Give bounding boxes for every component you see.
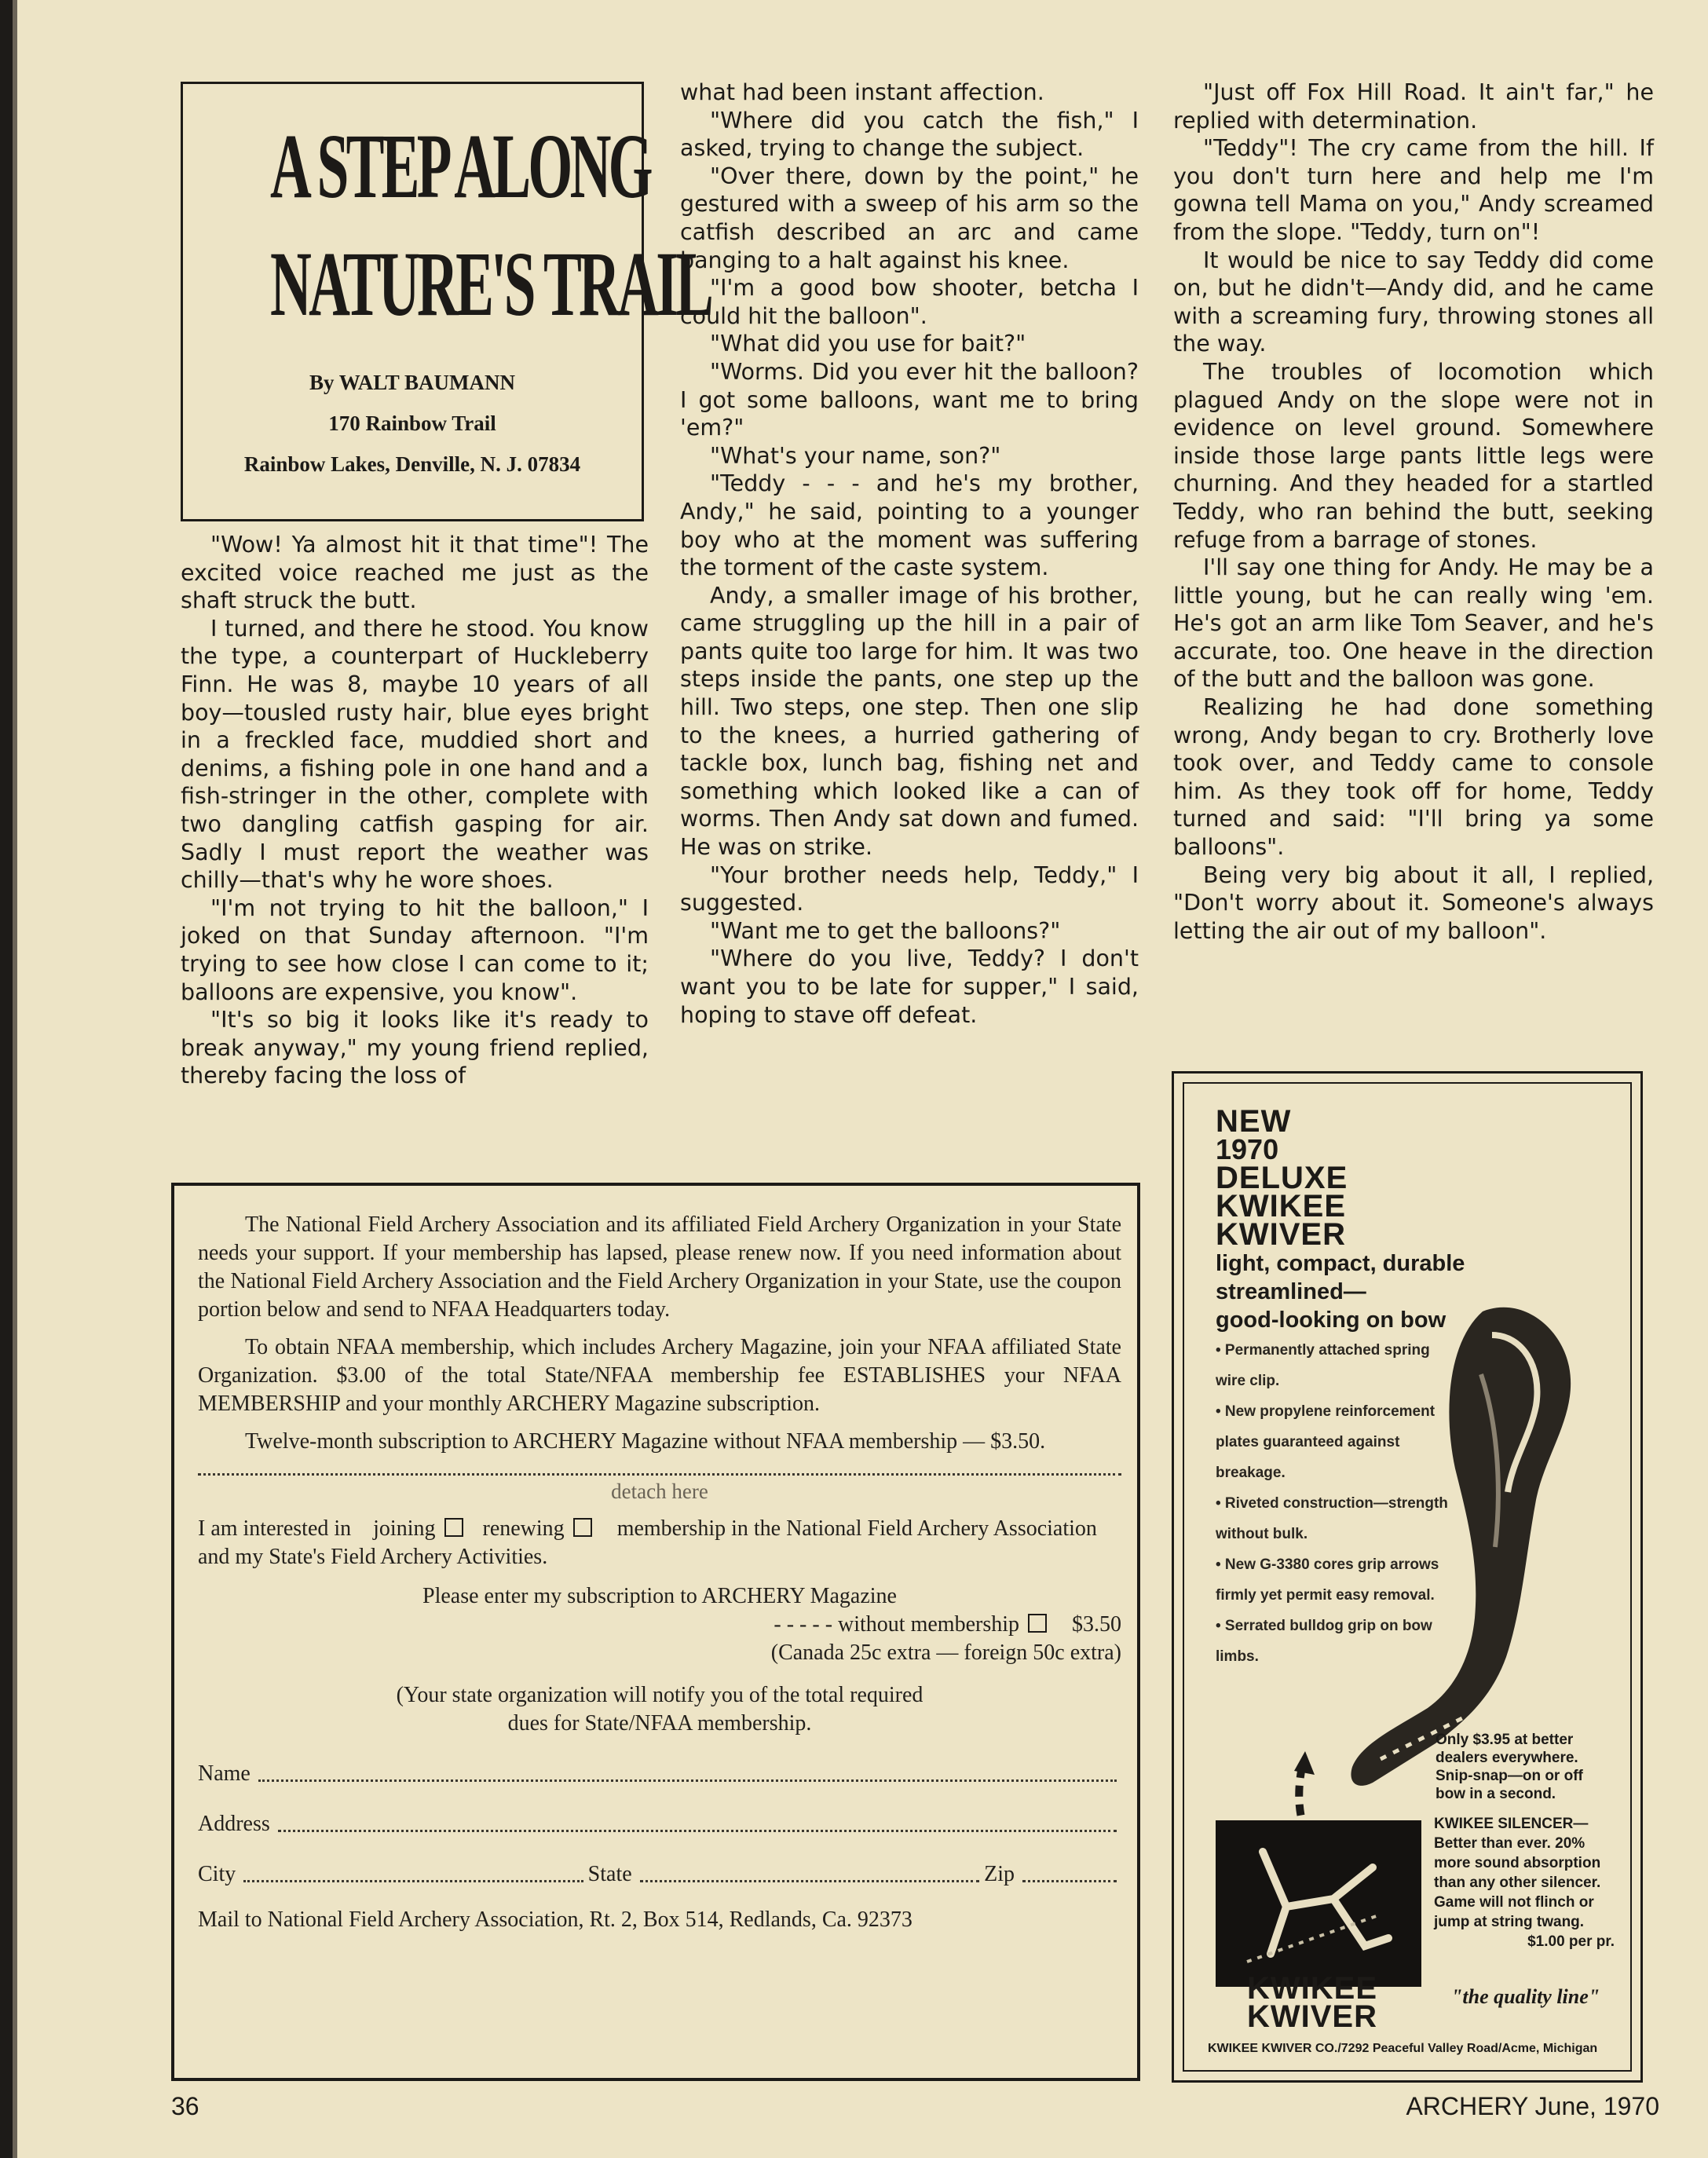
mail-to-address: Mail to National Field Archery Association, Rt. 2, Box 514, Redlands, Ca. 92373 <box>198 1907 913 1932</box>
author-address-street: 170 Rainbow Trail <box>328 411 496 435</box>
coupon-membership-paragraph: To obtain NFAA membership, which includes Archery Magazine, join your NFAA affiliated State Organization. $3.00 of the total State/NFAA membership fee ESTABLISHES your NFAA MEMBERSHIP and your monthly ARCHERY Magazine subscription. <box>198 1335 1121 1416</box>
article-paragraph: I'll say one thing for Andy. He may be a little young, but he can really wing 'em. He's got an arm like Tom Seaver, and he's accurate, too. One heave in the direction of the butt and the balloon was gone. <box>1173 554 1654 693</box>
city-state-zip-row <box>198 1860 1121 1889</box>
article-paragraph: "Just off Fox Hill Road. It ain't far," he replied with determination. <box>1173 79 1654 134</box>
name-field[interactable] <box>258 1779 1117 1782</box>
article-paragraph: "What did you use for bait?" <box>710 331 1026 357</box>
silencer-photo <box>1216 1820 1421 1987</box>
coupon-subscription-paragraph: Twelve-month subscription to ARCHERY Magazine without NFAA membership — $3.50. <box>245 1429 1046 1454</box>
article-paragraph: "Your brother needs help, Teddy," I suggested. <box>680 861 1139 916</box>
article-paragraph: "I'm not trying to hit the balloon," I joked on that Sunday afternoon. "I'm trying to see how close I can come to it; balloons are expensive, you know". <box>181 894 649 1005</box>
zip-field[interactable] <box>1022 1880 1117 1882</box>
article-paragraph: "Want me to get the balloons?" <box>710 917 1061 944</box>
author-byline: By WALT BAUMANN <box>309 371 516 394</box>
article-paragraph: I turned, and there he stood. You know the type, a counterpart of Huckleberry Finn. He was 8, maybe 10 years of all boy—tousled rusty hair, blue eyes bright in a freckled face, muddied short and denims, a fishing pole in one hand and a fish-stringer in the other, complete with two dangling catfish gasping for air. Sadly I must report the weather was chilly—that's why he wore shoes. <box>181 615 649 894</box>
ad-feature-item: • New G-3380 cores grip arrows firmly yet permit easy removal. <box>1216 1556 1439 1604</box>
silencer-description <box>1434 1814 1615 1951</box>
without-membership-line <box>198 1611 1121 1639</box>
joining-checkbox[interactable] <box>444 1518 463 1537</box>
magazine-issue: ARCHERY June, 1970 <box>1406 2092 1659 2120</box>
article-title-box <box>181 82 711 521</box>
silencer-body: Better than ever. 20% more sound absorption than any other silencer. Game will not flinch or jump at string twang. <box>1434 1835 1601 1930</box>
article-paragraph: "I'm a good bow shooter, betcha I could hit the balloon". <box>680 275 1139 329</box>
ad-year: 1970 <box>1216 1133 1279 1165</box>
ad-product-line-1: DELUXE <box>1216 1161 1348 1195</box>
ad-feature-item: • Permanently attached spring wire clip. <box>1216 1342 1430 1389</box>
page-edge-shadow-inner <box>13 0 17 2158</box>
nfaa-membership-coupon <box>171 1183 1140 2081</box>
ad-feature-item: • Serrated bulldog grip on bow limbs. <box>1216 1618 1432 1665</box>
ad-feature-item: • New propylene reinforcement plates guaranteed against breakage. <box>1216 1403 1436 1481</box>
zip-label: Zip <box>984 1862 1015 1886</box>
interest-line <box>198 1515 1121 1571</box>
renewing-checkbox[interactable] <box>573 1518 592 1537</box>
article-paragraph: "Teddy - - - and he's my brother, Andy," he said, pointing to a younger boy who at the moment was suffering the torment of the caste system. <box>680 470 1139 581</box>
article-paragraph: "Teddy"! The cry came from the hill. If you don't turn here and help me I'm gowna tell Mama on you," Andy screamed from the slope. "Teddy, turn on"! <box>1173 135 1654 245</box>
article-paragraph: "Where do you live, Teddy? I don't want you to be late for supper," I said, hoping to stave off defeat. <box>680 945 1139 1028</box>
ad-new-label: NEW <box>1216 1104 1292 1139</box>
subscription-price: $3.50 <box>1072 1612 1121 1637</box>
article-paragraph: "What's your name, son?" <box>710 442 1001 469</box>
article-paragraph: "Worms. Did you ever hit the balloon? I got some balloons, want me to bring 'em?" <box>680 358 1139 441</box>
article-column-1 <box>181 531 649 1090</box>
city-field[interactable] <box>243 1880 583 1882</box>
article-paragraph: The troubles of locomotion which plagued Andy on the slope were not in evidence on level ground. Somewhere inside those large pants little legs were churning. And they headed for a startled Teddy, who ran behind the butt, seeking refuge from a barrage of stones. <box>1173 358 1654 553</box>
logo-line-2: KWIVER <box>1247 1999 1377 2034</box>
page-edge-shadow <box>0 0 13 2158</box>
state-field[interactable] <box>640 1880 979 1882</box>
ad-product-line-2: KWIKEE <box>1216 1189 1346 1223</box>
article-paragraph: "Over there, down by the point," he gestured with a sweep of his arm so the catfish described an arc and came banging to a halt against his knee. <box>680 163 1139 273</box>
state-dues-note-1: (Your state organization will notify you of the total required <box>396 1683 923 1707</box>
company-address: KWIKEE KWIVER CO./7292 Peaceful Valley Road/Acme, Michigan <box>1208 2042 1598 2055</box>
article-paragraph: Being very big about it all, I replied, "Don't worry about it. Someone's always letting the air out of my balloon". <box>1173 861 1654 944</box>
address-label: Address <box>198 1812 270 1836</box>
state-dues-note-2: dues for State/NFAA membership. <box>507 1711 812 1736</box>
quality-line-slogan: "the quality line" <box>1451 1985 1600 2008</box>
interest-prefix: I am interested in <box>198 1516 352 1541</box>
subscription-request-line: Please enter my subscription to ARCHERY Magazine <box>422 1584 897 1608</box>
article-title-line-2: NATURE'S TRAIL <box>269 232 711 335</box>
without-membership-checkbox[interactable] <box>1028 1614 1047 1633</box>
ad-product-line-3: KWIVER <box>1216 1217 1346 1252</box>
address-field-row <box>198 1810 1121 1838</box>
city-label: City <box>198 1862 236 1886</box>
renewing-label: renewing <box>482 1516 565 1541</box>
joining-label: joining <box>373 1516 436 1541</box>
logo-line-1: KWIKEE <box>1247 1971 1377 2006</box>
ad-feature-list <box>1216 1335 1451 1672</box>
coupon-intro-paragraph: The National Field Archery Association and its affiliated Field Archery Organization in your State needs your support. If your membership has lapsed, please renew now. If you need information about the National Field Archery Association and the Field Archery Organization in your State, use the coupon portion below and send to NFAA Headquarters today. <box>198 1213 1121 1322</box>
page-number: 36 <box>171 2092 199 2120</box>
author-address-city: Rainbow Lakes, Denville, N. J. 07834 <box>243 452 581 476</box>
ad-tagline-2: streamlined— <box>1216 1279 1366 1304</box>
article-column-2 <box>680 79 1139 1029</box>
silencer-price: $1.00 per pr. <box>1527 1933 1615 1950</box>
name-label: Name <box>198 1761 251 1786</box>
article-paragraph: Andy, a smaller image of his brother, came struggling up the hill in a pair of pants quite too large for him. It was two steps inside the pants, one step up the hill. Two steps, one step. Then one slip to the knees, a hurried gathering of tackle box, lunch bag, fishing net and something which looked like a can of worms. Then Andy sat down and fumed. He was on strike. <box>680 582 1139 861</box>
kwikee-kwiver-advertisement <box>1183 1082 1632 2072</box>
without-membership-label: - - - - - without membership <box>774 1612 1019 1637</box>
article-column-3 <box>1173 79 1654 945</box>
ad-feature-item: • Riveted construction—strength without bulk. <box>1216 1495 1448 1542</box>
ad-tagline-3: good-looking on bow <box>1216 1308 1446 1333</box>
name-field-row <box>198 1760 1121 1788</box>
canada-foreign-note: (Canada 25c extra — foreign 50c extra) <box>770 1640 1121 1665</box>
ad-tagline-1: light, compact, durable <box>1216 1251 1465 1276</box>
silencer-heading: KWIKEE SILENCER— <box>1434 1816 1589 1832</box>
article-paragraph: It would be nice to say Teddy did come on, but he didn't—Andy did, and he came with a screaming fury, throwing stones all the way. <box>1173 247 1654 357</box>
address-field[interactable] <box>278 1830 1117 1832</box>
kwikee-kwiver-logo <box>1247 1971 1377 2034</box>
ad-price-text: Only $3.95 at better dealers everywhere. Snip-snap—on or off bow in a second. <box>1436 1732 1583 1802</box>
article-paragraph: "It's so big it looks like it's ready to break anyway," my young friend replied, thereby facing the loss of <box>181 1007 649 1089</box>
article-paragraph: what had been instant affection. <box>680 79 1044 105</box>
interest-suffix: membership in the National Field Archery Association and my State's Field Archery Activities. <box>198 1516 1097 1569</box>
article-paragraph: Realizing he had done something wrong, Andy began to cry. Brotherly love took over, and Teddy came to console him. As they took off for home, Teddy turned and said: "I'll bring ya some balloons". <box>1173 694 1654 861</box>
article-paragraph: "Wow! Ya almost hit it that time"! The excited voice reached me just as the shaft struck the butt. <box>181 532 649 614</box>
article-title-line-1: A STEP ALONG <box>269 115 650 218</box>
detach-here-line: detach here <box>198 1473 1121 1505</box>
state-label: State <box>587 1862 632 1886</box>
article-paragraph: "Where did you catch the fish," I asked, trying to change the subject. <box>680 107 1139 162</box>
